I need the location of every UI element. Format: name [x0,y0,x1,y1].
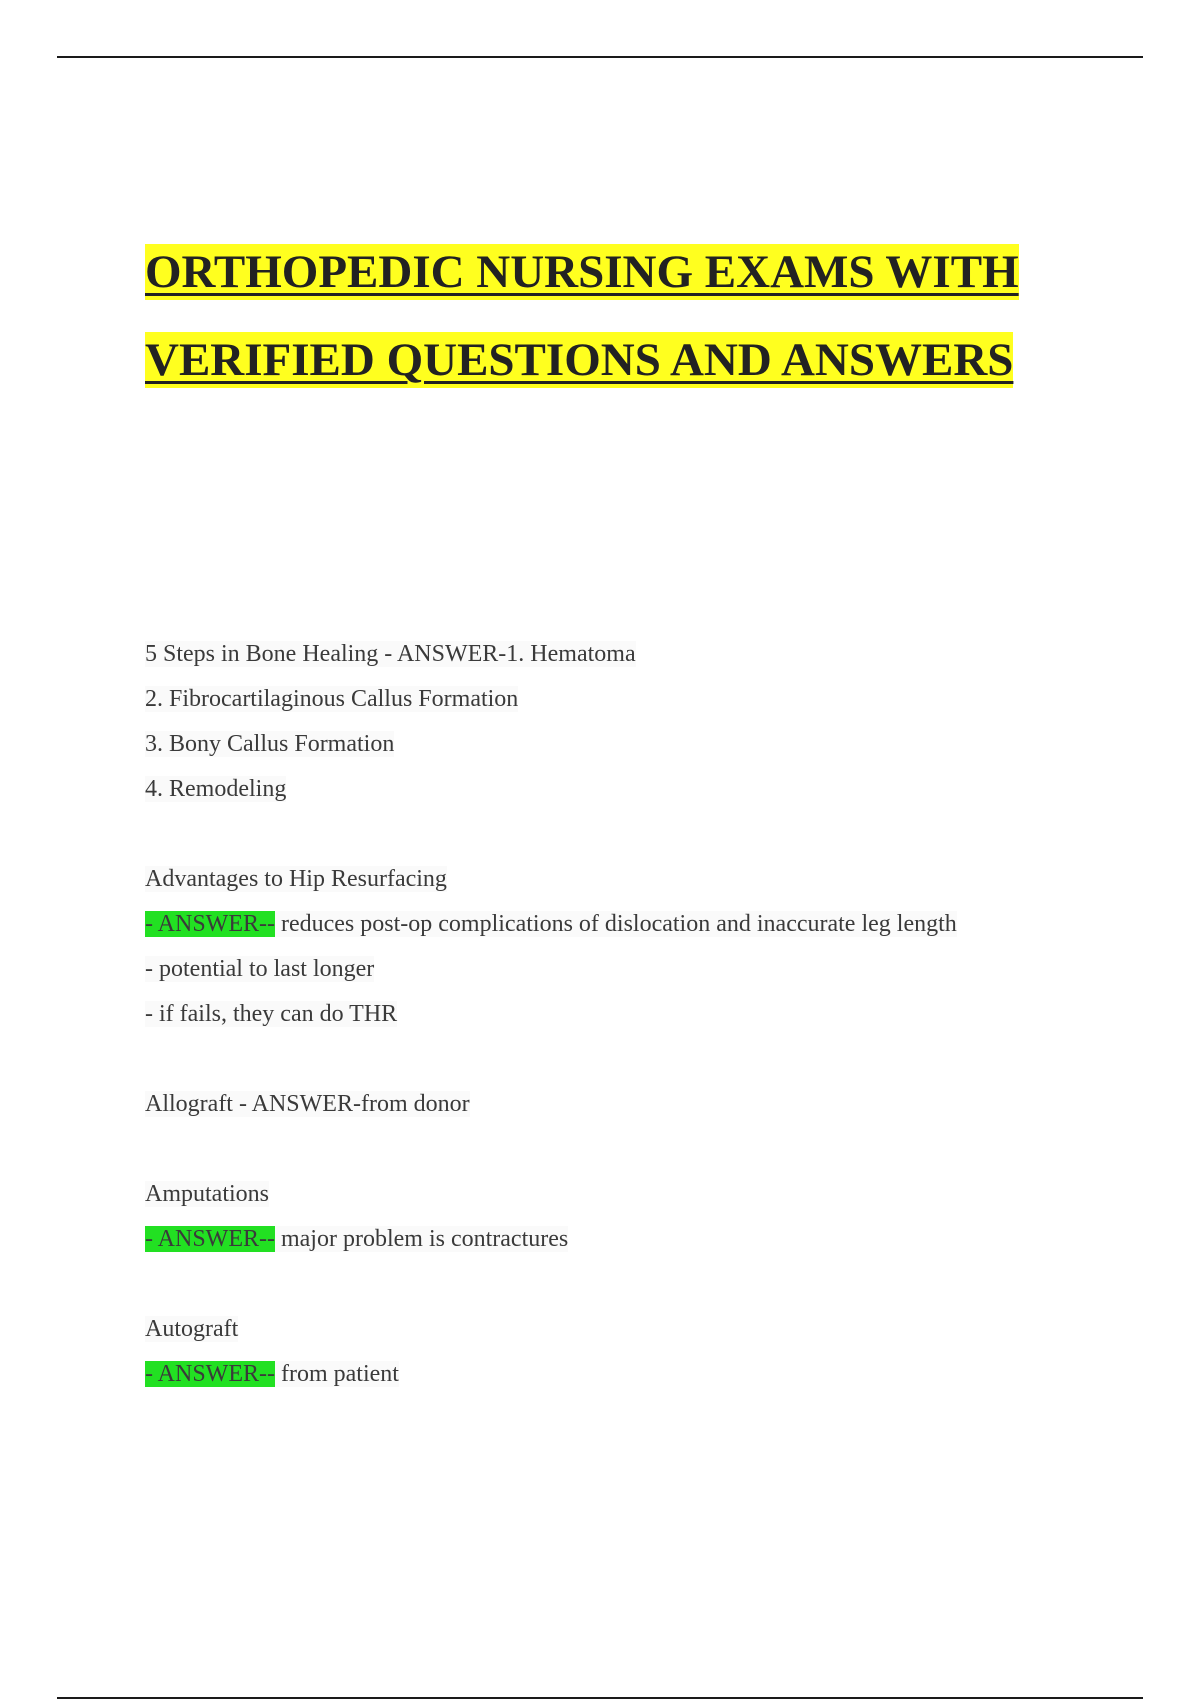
document-title [145,228,1095,404]
spacer [145,1262,1105,1307]
entry-line: Allograft - ANSWER-from donor [145,1091,470,1117]
entry-line: 5 Steps in Bone Healing - ANSWER-1. Hematoma [145,641,636,667]
qa-entry-amputations [145,1172,1105,1262]
qa-list [145,632,1105,1397]
answer-extra-line: - potential to last longer [145,956,375,982]
qa-entry-allograft [145,1082,1105,1127]
answer-marker: - ANSWER-- [145,911,275,937]
entry-line: 3. Bony Callus Formation [145,731,395,757]
question-text: Autograft [145,1316,239,1342]
spacer [145,812,1105,857]
title-line-1: ORTHOPEDIC NURSING EXAMS WITH [145,246,1019,298]
answer-line [145,1352,1105,1397]
entry-line: 4. Remodeling [145,776,287,802]
bottom-rule [57,1697,1143,1699]
qa-entry-hip-resurfacing [145,857,1105,1037]
title-line-2: VERIFIED QUESTIONS AND ANSWERS [145,334,1014,386]
answer-line [145,1217,1105,1262]
answer-marker: - ANSWER-- [145,1361,275,1387]
qa-entry-bone-healing [145,632,1105,812]
spacer [145,1127,1105,1172]
question-text: Amputations [145,1181,269,1207]
question-text: Advantages to Hip Resurfacing [145,866,447,892]
answer-text: reduces post-op complications of dislocation and inaccurate leg length [274,911,957,937]
answer-extra-line: - if fails, they can do THR [145,1001,398,1027]
qa-entry-autograft [145,1307,1105,1397]
answer-marker: - ANSWER-- [145,1226,275,1252]
answer-text: major problem is contractures [274,1226,569,1252]
answer-text: from patient [274,1361,399,1387]
answer-line [145,902,1105,947]
entry-line: 2. Fibrocartilaginous Callus Formation [145,686,519,712]
spacer [145,1037,1105,1082]
top-rule [57,56,1143,58]
